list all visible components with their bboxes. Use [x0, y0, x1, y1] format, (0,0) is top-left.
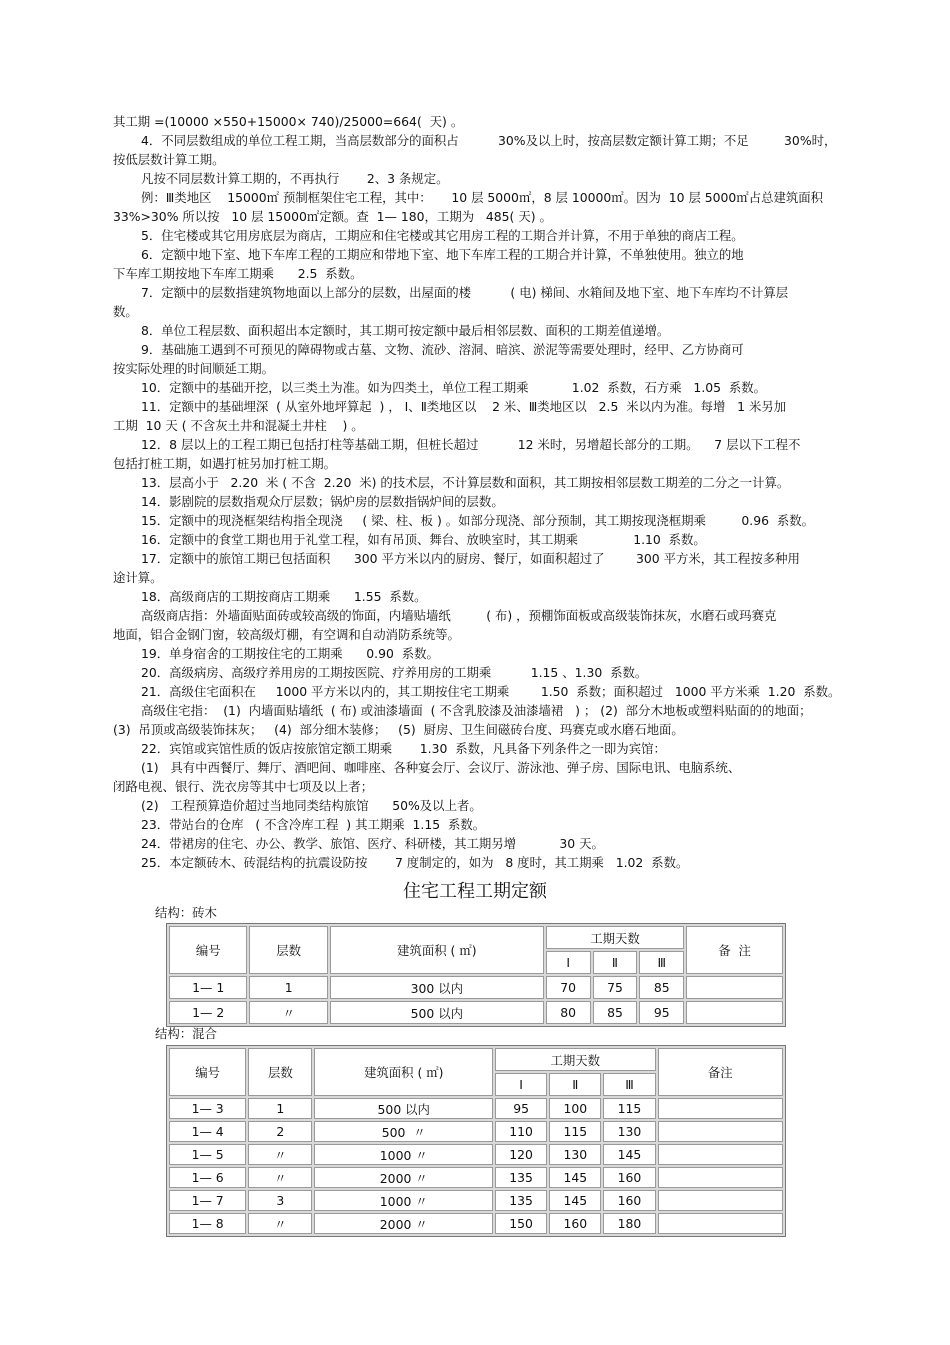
cell-area: 2000 〃 [314, 1167, 493, 1188]
cell-code: 1— 1 [169, 976, 247, 999]
text-line: 5．住宅楼或其它用房底层为商店，工期应和住宅楼或其它用房工程的工期合并计算，不用于单独的商店工程。 [141, 228, 744, 243]
text-line: 地面，铝合金钢门窗，较高级灯棚，有空调和自动消防系统等。 [113, 627, 460, 642]
cell-days-2: 115 [549, 1121, 601, 1142]
cell-days-2: 85 [593, 1001, 638, 1024]
header-region-3: Ⅲ [603, 1073, 655, 1096]
cell-floors: 2 [248, 1121, 312, 1142]
text-line: (2) 工程预算造价超过当地同类结构旅馆 50%及以上者。 [141, 798, 482, 813]
text-line: 23．带站台的仓库 ( 不含冷库工程 ) 其工期乘 1.15 系数。 [141, 817, 486, 832]
cell-days-3: 160 [603, 1190, 655, 1211]
table-row [169, 1167, 783, 1188]
text-line: 按实际处理的时间顺延工期。 [113, 361, 275, 376]
text-line: 33%>30% 所以按 10 层 15000㎡定额。查 1— 180，工期为 485( 天) 。 [113, 209, 552, 224]
duration-table-brick-wood [166, 923, 786, 1027]
text-line: 4．不同层数组成的单位工程工期，当高层数部分的面积占 30%及以上时，按高层数定额计算工期；不足 30%时， [141, 133, 837, 148]
header-region-2: Ⅱ [593, 951, 638, 974]
cell-days-2: 100 [549, 1098, 601, 1119]
cell-days-3: 160 [603, 1167, 655, 1188]
table-row [169, 1213, 783, 1234]
header-days: 工期天数 [495, 1048, 656, 1071]
cell-remarks [658, 1098, 783, 1119]
cell-area: 500 〃 [314, 1121, 493, 1142]
cell-remarks [658, 1144, 783, 1165]
header-remarks: 备注 [658, 1048, 783, 1096]
cell-floors: 〃 [248, 1167, 312, 1188]
header-days: 工期天数 [546, 926, 684, 949]
cell-days-3: 180 [603, 1213, 655, 1234]
cell-remarks [658, 1213, 783, 1234]
cell-days-2: 160 [549, 1213, 601, 1234]
cell-area: 2000 〃 [314, 1213, 493, 1234]
text-line: 6．定额中地下室、地下车库工程的工期应和带地下室、地下车库工程的工期合并计算，不单独使用。独立的地 [141, 247, 744, 262]
cell-days-3: 130 [603, 1121, 655, 1142]
text-line: 18．高级商店的工期按商店工期乘 1.55 系数。 [141, 589, 427, 604]
cell-area: 500 以内 [314, 1098, 493, 1119]
text-line: 10．定额中的基础开挖，以三类土为准。如为四类土，单位工程工期乘 1.02 系数，石方乘 1.05 系数。 [141, 380, 767, 395]
cell-days-1: 95 [495, 1098, 547, 1119]
cell-floors: 〃 [248, 1213, 312, 1234]
cell-days-3: 145 [603, 1144, 655, 1165]
structure-label: 结构：砖木 [155, 905, 217, 920]
table-title: 住宅工程工期定额 [403, 881, 547, 902]
cell-code: 1— 4 [169, 1121, 246, 1142]
text-line: 闭路电视、银行、洗衣房等其中七项及以上者； [113, 779, 374, 794]
text-line: 途计算。 [113, 570, 163, 585]
cell-floors: 〃 [248, 1144, 312, 1165]
table-row [169, 1144, 783, 1165]
cell-days-1: 135 [495, 1167, 547, 1188]
text-line: 9．基础施工遇到不可预见的障碍物或古墓、文物、流砂、溶洞、暗滨、淤泥等需要处理时，经甲、乙方协商可 [141, 342, 744, 357]
text-line: 17．定额中的旅馆工期已包括面积 300 平方米以内的厨房、餐厅，如面积超过了 300 平方米，其工程按多种用 [141, 551, 800, 566]
cell-days-3: 95 [639, 1001, 684, 1024]
cell-days-1: 70 [546, 976, 591, 999]
cell-code: 1— 7 [169, 1190, 246, 1211]
cell-area: 1000 〃 [314, 1190, 493, 1211]
structure-label: 结构：混合 [155, 1026, 217, 1041]
cell-days-2: 145 [549, 1167, 601, 1188]
cell-code: 1— 8 [169, 1213, 246, 1234]
cell-code: 1— 5 [169, 1144, 246, 1165]
header-floors: 层数 [249, 926, 327, 974]
text-line: 其工期 =(10000 ×550+15000× 740)/25000=664( 天) 。 [113, 114, 464, 129]
text-line: 13．层高小于 2.20 米 ( 不含 2.20 米) 的技术层，不计算层数和面积，其工期按相邻层数工期差的二分之一计算。 [141, 475, 790, 490]
cell-days-1: 80 [546, 1001, 591, 1024]
cell-remarks [686, 976, 783, 999]
table-row [169, 1098, 783, 1119]
header-region-1: Ⅰ [495, 1073, 547, 1096]
text-line: (1) 具有中西餐厅、舞厅、酒吧间、咖啡座、各种宴会厅、会议厅、游泳池、弹子房、国际电讯、电脑系统、 [141, 760, 741, 775]
cell-area: 300 以内 [330, 976, 544, 999]
header-area: 建筑面积 ( ㎡) [314, 1048, 493, 1096]
text-line: 按低层数计算工期。 [113, 152, 225, 167]
text-line: 22．宾馆或宾馆性质的饭店按旅馆定额工期乘 1.30 系数，凡具备下列条件之一即为宾馆： [141, 741, 666, 756]
cell-floors: 〃 [249, 1001, 327, 1024]
text-line: 包括打桩工期，如遇打桩另加打桩工期。 [113, 456, 337, 471]
text-line: 8．单位工程层数、面积超出本定额时，其工期可按定额中最后相邻层数、面积的工期差值递增。 [141, 323, 670, 338]
cell-days-1: 135 [495, 1190, 547, 1211]
text-line: 21．高级住宅面积在 1000 平方米以内的，其工期按住宅工期乘 1.50 系数；面积超过 1000 平方米乘 1.20 系数。 [141, 684, 841, 699]
text-line: 7．定额中的层数指建筑物地面以上部分的层数，出屋面的楼 ( 电) 梯间、水箱间及地下室、地下车库均不计算层 [141, 285, 789, 300]
cell-remarks [658, 1190, 783, 1211]
header-code: 编号 [169, 926, 247, 974]
text-line: 高级住宅指： (1) 内墙面贴墙纸 ( 布) 或油漆墙面 ( 不含乳胶漆及油漆墙裙 ) ； (2) 部分木地板或塑料贴面的的地面； [141, 703, 812, 718]
cell-remarks [658, 1167, 783, 1188]
cell-days-1: 150 [495, 1213, 547, 1234]
cell-days-1: 120 [495, 1144, 547, 1165]
header-remarks: 备 注 [686, 926, 783, 974]
cell-remarks [686, 1001, 783, 1024]
header-region-3: Ⅲ [639, 951, 684, 974]
cell-code: 1— 3 [169, 1098, 246, 1119]
header-area: 建筑面积 ( ㎡) [330, 926, 544, 974]
cell-code: 1— 2 [169, 1001, 247, 1024]
text-line: 20．高级病房、高级疗养用房的工期按医院、疗养用房的工期乘 1.15 、1.30 系数。 [141, 665, 648, 680]
cell-remarks [658, 1121, 783, 1142]
cell-days-3: 115 [603, 1098, 655, 1119]
text-line: 下车库工期按地下车库工期乘 2.5 系数。 [113, 266, 363, 281]
header-code: 编号 [169, 1048, 246, 1096]
text-line: 工期 10 天 ( 不含灰土井和混凝土井柱 ) 。 [113, 418, 364, 433]
text-line: 16．定额中的食堂工期也用于礼堂工程，如有吊顶、舞台、放映室时，其工期乘 1.10 系数。 [141, 532, 706, 547]
header-region-2: Ⅱ [549, 1073, 601, 1096]
text-line: 12．8 层以上的工程工期已包括打柱等基础工期，但桩长超过 12 米时，另增超长部分的工期。 7 层以下工程不 [141, 437, 801, 452]
text-line: 19．单身宿舍的工期按住宅的工期乘 0.90 系数。 [141, 646, 439, 661]
cell-area: 500 以内 [330, 1001, 544, 1024]
text-line: 数。 [113, 304, 138, 319]
table-row [169, 976, 783, 999]
table-row [169, 1001, 783, 1024]
cell-days-1: 110 [495, 1121, 547, 1142]
cell-days-2: 145 [549, 1190, 601, 1211]
text-line: (3) 吊顶或高级装饰抹灰； (4) 部分细木装修； (5) 厨房、卫生间磁砖台度、玛赛克或水磨石地面。 [113, 722, 684, 737]
text-line: 凡按不同层数计算工期的，不再执行 2、3 条规定。 [141, 171, 449, 186]
cell-days-3: 85 [639, 976, 684, 999]
cell-code: 1— 6 [169, 1167, 246, 1188]
cell-days-2: 130 [549, 1144, 601, 1165]
table-row [169, 1121, 783, 1142]
text-line: 高级商店指：外墙面贴面砖或较高级的饰面，内墙贴墙纸 ( 布) ，预棚饰面板或高级装饰抹灰，水磨石或玛赛克 [141, 608, 777, 623]
duration-table-mixed [166, 1045, 786, 1237]
text-line: 例：Ⅲ类地区 15000㎡ 预制框架住宅工程，其中： 10 层 5000㎡，8 层 10000㎡。因为 10 层 5000㎡占总建筑面积 [141, 190, 824, 205]
header-region-1: Ⅰ [546, 951, 591, 974]
cell-days-2: 75 [593, 976, 638, 999]
cell-floors: 1 [249, 976, 327, 999]
cell-area: 1000 〃 [314, 1144, 493, 1165]
header-floors: 层数 [248, 1048, 312, 1096]
text-line: 15．定额中的现浇框架结构指全现浇 ( 梁、柱、板 ) 。如部分现浇、部分预制，其工期按现浇框期乘 0.96 系数。 [141, 513, 815, 528]
text-line: 14．影剧院的层数指观众厅层数；锅炉房的层数指锅炉间的层数。 [141, 494, 504, 509]
text-line: 24．带裙房的住宅、办公、教学、旅馆、医疗、科研楼，其工期另增 30 天。 [141, 836, 604, 851]
cell-floors: 3 [248, 1190, 312, 1211]
text-line: 11．定额中的基础埋深 ( 从室外地坪算起 ) ， Ⅰ、Ⅱ类地区以 2 米、Ⅲ类地区以 2.5 米以内为准。每增 1 米另加 [141, 399, 787, 414]
text-line: 25．本定额砖木、砖混结构的抗震设防按 7 度制定的，如为 8 度时，其工期乘 1.02 系数。 [141, 855, 689, 870]
table-row [169, 1190, 783, 1211]
cell-floors: 1 [248, 1098, 312, 1119]
